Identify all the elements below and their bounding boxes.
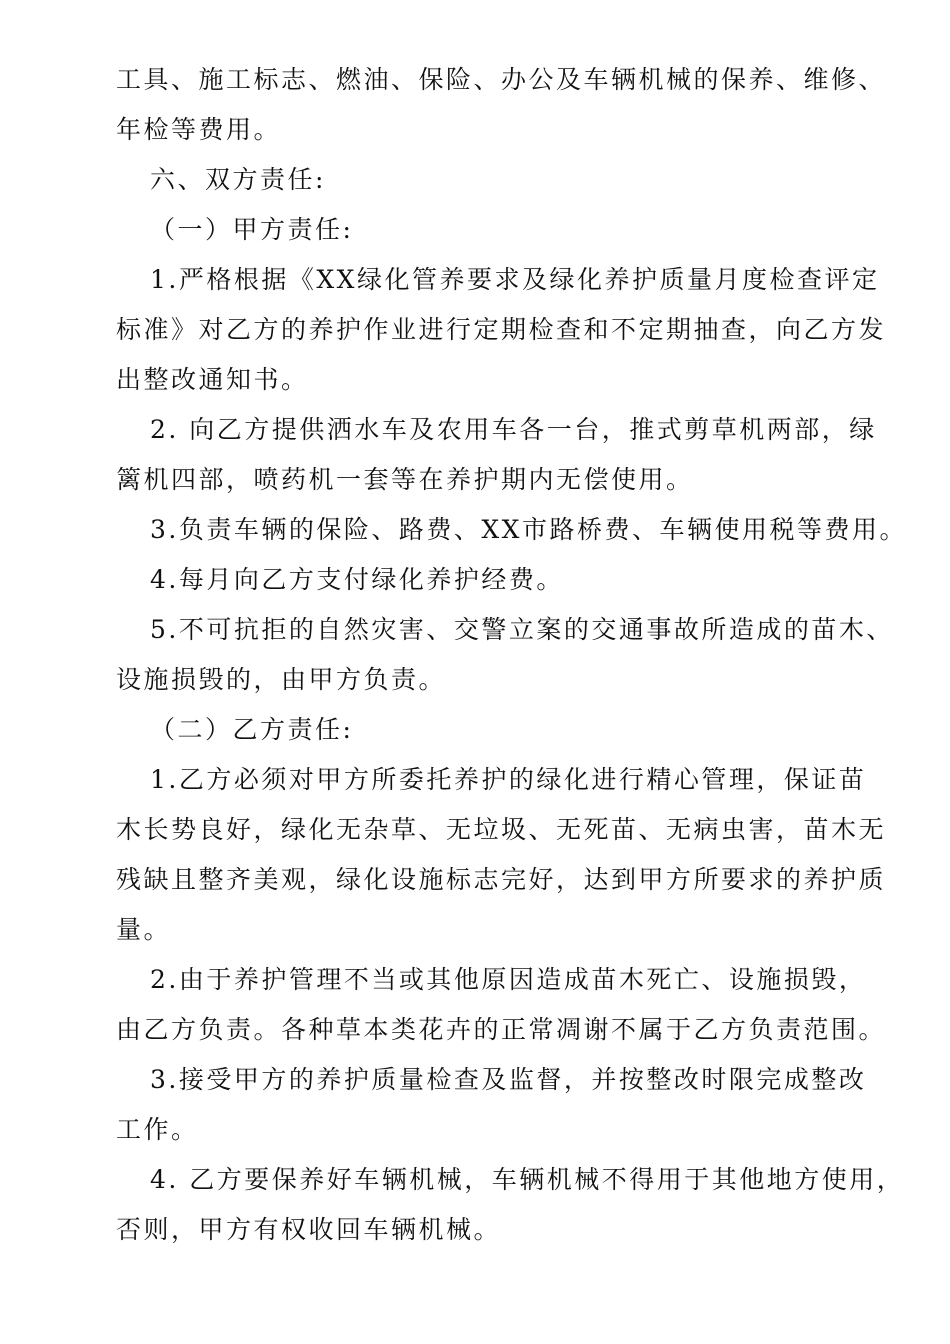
text-line: 由乙方负责。各种草本类花卉的正常凋谢不属于乙方负责范围。 [116,1015,887,1044]
subsection-heading: （一）甲方责任: [150,215,354,244]
text-line: 年检等费用。 [116,115,282,144]
subsection-heading: （二）乙方责任: [150,715,354,744]
text-line: 否则，甲方有权收回车辆机械。 [116,1215,502,1244]
text-line: 3.负责车辆的保险、路费、XX市路桥费、车辆使用税等费用。 [150,515,907,544]
text-line: 残缺且整齐美观，绿化设施标志完好，达到甲方所要求的养护质 [116,865,887,894]
text-line: 工具、施工标志、燃油、保险、办公及车辆机械的保养、维修、 [116,65,887,94]
text-line: 2. 向乙方提供洒水车及农用车各一台，推式剪草机两部，绿 [150,415,877,444]
text-line: 1.乙方必须对甲方所委托养护的绿化进行精心管理，保证苗 [150,765,867,794]
text-line: 4. 乙方要保养好车辆机械，车辆机械不得用于其他地方使用， [150,1165,905,1194]
text-line: 标准》对乙方的养护作业进行定期检查和不定期抽查，向乙方发 [116,315,887,344]
text-line: 5.不可抗拒的自然灾害、交警立案的交通事故所造成的苗木、 [150,615,894,644]
text-line: 工作。 [116,1115,199,1144]
text-line: 出整改通知书。 [116,365,309,394]
text-line: 木长势良好，绿化无杂草、无垃圾、无死苗、无病虫害，苗木无 [116,815,887,844]
text-line: 2.由于养护管理不当或其他原因造成苗木死亡、设施损毁， [150,965,867,994]
text-line: 量。 [116,915,172,944]
section-heading: 六、双方责任: [150,165,326,194]
text-line: 4.每月向乙方支付绿化养护经费。 [150,565,564,594]
text-line: 1.严格根据《XX绿化管养要求及绿化养护质量月度检查评定 [150,265,880,294]
text-line: 设施损毁的，由甲方负责。 [116,665,447,694]
text-line: 篱机四部，喷药机一套等在养护期内无偿使用。 [116,465,694,494]
text-line: 3.接受甲方的养护质量检查及监督，并按整改时限完成整改 [150,1065,867,1094]
